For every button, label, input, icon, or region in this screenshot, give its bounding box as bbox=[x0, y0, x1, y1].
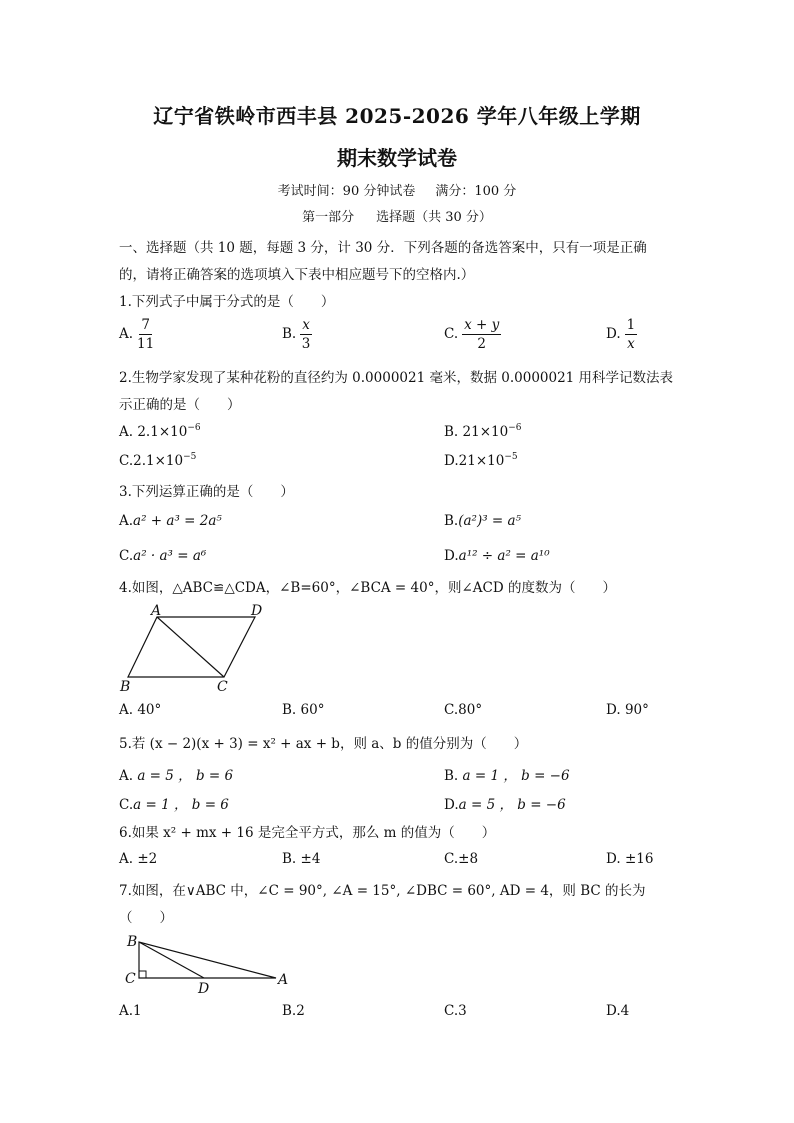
question-2-stem-line1: 2.生物学家发现了某种花粉的直径约为 0.0000021 毫米，数据 0.0000021 用科学记数法表 bbox=[119, 370, 674, 386]
vertex-c-label: C bbox=[125, 971, 136, 987]
exam-title-line2: 期末数学试卷 bbox=[337, 146, 457, 170]
q2-option-a: A. $2.1\times 10^{-6}$ bbox=[119, 423, 201, 440]
q4-option-d: D. 90° bbox=[606, 702, 649, 718]
vertex-d-label: D bbox=[251, 603, 263, 619]
q3-option-c: C.a² · a³ = a⁶ bbox=[119, 548, 207, 564]
segment-bd bbox=[139, 942, 204, 978]
q4-option-c: C.80° bbox=[444, 702, 483, 718]
question-4-stem: 4.如图，△ABC≌△CDA，∠B=60°，∠BCA = 40°，则∠ACD 的度数为（ ） bbox=[119, 580, 616, 596]
exam-time: 考试时间：90 分钟试卷 bbox=[277, 184, 416, 199]
question-5-stem: 5.若 (x − 2)(x + 3) = x² + ax + b，则 a、b 的值分别为（ ） bbox=[119, 736, 528, 752]
q6-option-d: D. ±16 bbox=[606, 851, 654, 867]
diagonal-ac bbox=[157, 617, 224, 677]
q7-option-a: A.1 bbox=[119, 1003, 142, 1019]
fraction: $\frac{1}{x}$ bbox=[626, 317, 636, 352]
q5-option-a: A. a = 5 ， b = 6 bbox=[119, 768, 234, 784]
section-instructions-line2: 的，请将正确答案的选项填入下表中相应题号下的空格内.） bbox=[119, 267, 475, 283]
q2-option-c: $C.2.1\times 10^{-5}$ bbox=[119, 452, 197, 469]
q3-option-b: B.(a²)³ = a⁵ bbox=[444, 513, 521, 529]
q3-option-a: A.a² + a³ = 2a⁵ bbox=[119, 513, 222, 529]
q7-option-c: C.3 bbox=[444, 1003, 467, 1019]
q2-option-b: B. $21\times 10^{-6}$ bbox=[444, 423, 522, 440]
part-title: 选择题（共 30 分） bbox=[376, 210, 492, 225]
q7-triangle-figure bbox=[120, 928, 300, 1000]
q7-option-b: B.2 bbox=[282, 1003, 305, 1019]
q4-option-b: B. 60° bbox=[282, 702, 325, 718]
vertex-b-label: B bbox=[120, 679, 131, 695]
exam-title-line1: 辽宁省铁岭市西丰县 2025-2026 学年八年级上学期 bbox=[153, 104, 641, 128]
part-label: 第一部分 bbox=[302, 210, 355, 225]
vertex-c-label: C bbox=[217, 679, 228, 695]
question-1-stem: 1.下列式子中属于分式的是（ ） bbox=[119, 294, 335, 310]
fraction: $\frac{x}{3}$ bbox=[301, 317, 311, 352]
q7-option-d: D.4 bbox=[606, 1003, 630, 1019]
q2-option-d: $D.21\times 10^{-5}$ bbox=[444, 452, 518, 469]
fraction: $\frac{x + y}{2}$ bbox=[464, 317, 500, 352]
q4-option-a: A. 40° bbox=[119, 702, 162, 718]
vertex-a-label: A bbox=[151, 603, 162, 619]
q4-parallelogram-figure bbox=[115, 600, 275, 695]
question-7-stem-line1: 7.如图，在∨ABC 中，∠C = 90°, ∠A = 15°, ∠DBC = 60°, AD = 4，则 BC 的长为 bbox=[119, 883, 646, 899]
vertex-a-label: A bbox=[278, 972, 289, 988]
exam-info bbox=[0, 180, 794, 199]
q6-option-a: A. ±2 bbox=[119, 851, 158, 867]
q6-option-c: C.±8 bbox=[444, 851, 479, 867]
question-2-stem-line2: 示正确的是（ ） bbox=[119, 397, 241, 413]
q1-option-b: B. $\frac{x}{3}$ bbox=[282, 317, 311, 352]
part-heading bbox=[0, 206, 794, 225]
q1-option-d: D. $\frac{1}{x}$ bbox=[606, 317, 636, 352]
question-3-stem: 3.下列运算正确的是（ ） bbox=[119, 484, 294, 500]
full-score: 满分：100 分 bbox=[435, 184, 517, 199]
q5-option-d: D.a = 5 ， b = −6 bbox=[444, 797, 566, 813]
point-d-label: D bbox=[198, 981, 210, 997]
q5-option-b: B. a = 1 ， b = −6 bbox=[444, 768, 570, 784]
section-instructions-line1: 一、选择题（共 10 题，每题 3 分，计 30 分．下列各题的备选答案中，只有一项是正确 bbox=[119, 240, 647, 256]
q1-option-a: A. $\frac{7}{11}$ bbox=[119, 317, 155, 352]
parallelogram-abcd bbox=[128, 617, 255, 677]
q5-option-c: C.a = 1 ， b = 6 bbox=[119, 797, 229, 813]
q3-option-d: D.a¹² ÷ a² = a¹⁰ bbox=[444, 548, 550, 564]
fraction: $\frac{7}{11}$ bbox=[137, 317, 155, 352]
q6-option-b: B. ±4 bbox=[282, 851, 321, 867]
question-6-stem: 6.如果 x² + mx + 16 是完全平方式，那么 m 的值为（ ） bbox=[119, 825, 496, 841]
right-angle-mark bbox=[139, 971, 146, 978]
question-7-stem-line2: （ ） bbox=[119, 910, 173, 926]
q1-option-c: C. $\frac{x + y}{2}$ bbox=[444, 317, 500, 352]
vertex-b-label: B bbox=[127, 934, 138, 950]
triangle-abc bbox=[139, 942, 276, 978]
